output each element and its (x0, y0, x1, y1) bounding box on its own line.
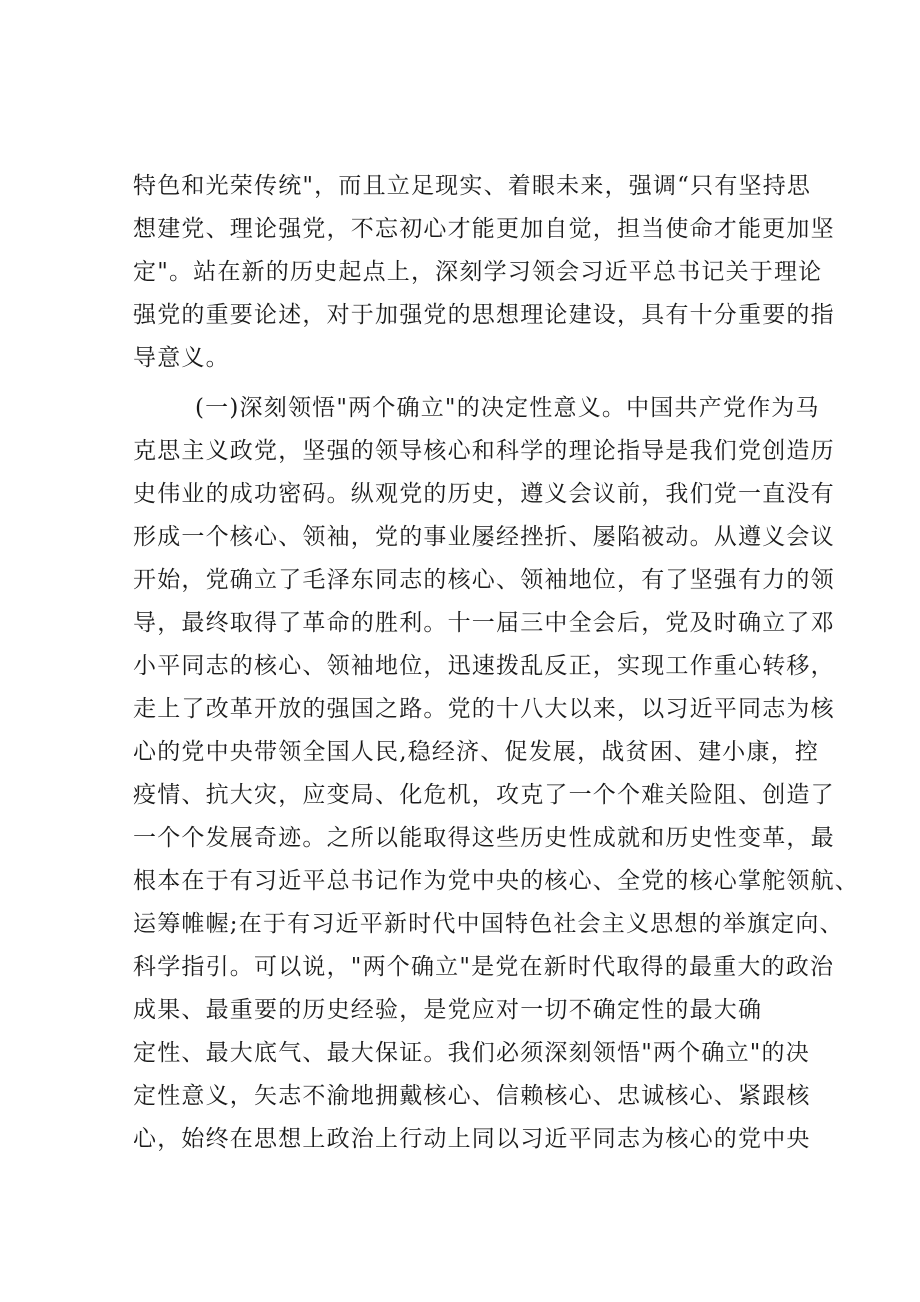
paragraph-2-line-17: 定性意义，矢志不渝地拥戴核心、信赖核心、忠诚核心、紧跟核 (133, 1083, 811, 1109)
paragraph-2-line-16: 定性、最大底气、最大保证。我们必须深刻领悟"两个确立"的决 (133, 1040, 810, 1066)
paragraph-2-line-8: 走上了改革开放的强国之路。党的十八大以来，以习近平同志为核 (133, 696, 835, 722)
paragraph-1-line-4: 强党的重要论述，对于加强党的思想理论建设，具有十分重要的指 (133, 302, 835, 328)
paragraph-2-line-1: (一)深刻领悟"两个确立"的决定性意义。中国共产党作为马 (195, 395, 820, 421)
paragraph-2-line-3: 史伟业的成功密码。纵观党的历史，遵义会议前，我们党一直没有 (133, 481, 835, 507)
paragraph-2-line-18: 心，始终在思想上政治上行动上同以习近平同志为核心的党中央 (133, 1126, 811, 1152)
paragraph-2-line-12: 根本在于有习近平总书记作为党中央的核心、全党的核心掌舵领航、 (133, 868, 859, 894)
paragraph-1-line-1: 特色和光荣传统"，而且立足现实、着眼未来，强调“只有坚持思 (133, 173, 812, 199)
paragraph-2-line-6: 导，最终取得了革命的胜利。十一届三中全会后，党及时确立了邓 (133, 610, 835, 636)
paragraph-2-line-9: 心的党中央带领全国人民,稳经济、促发展，战贫困、建小康，控 (133, 739, 820, 765)
paragraph-1-line-2: 想建党、理论强党，不忘初心才能更加自觉，担当使命才能更加坚 (133, 216, 835, 242)
paragraph-2-line-2: 克思主义政党，坚强的领导核心和科学的理论指导是我们党创造历 (133, 438, 835, 464)
paragraph-1-line-5: 导意义。 (133, 345, 230, 371)
paragraph-2-line-7: 小平同志的核心、领袖地位，迅速拨乱反正，实现工作重心转移， (133, 653, 835, 679)
paragraph-2-line-4: 形成一个核心、领袖，党的事业屡经挫折、屡陷被动。从遵义会议 (133, 524, 835, 550)
paragraph-2-line-5: 开始，党确立了毛泽东同志的核心、领袖地位，有了坚强有力的领 (133, 567, 835, 593)
paragraph-2-line-15: 成果、最重要的历史经验，是党应对一切不确定性的最大确 (133, 997, 763, 1023)
paragraph-2-line-10: 疫情、抗大灾，应变局、化危机，攻克了一个个难关险阻、创造了 (133, 782, 835, 808)
paragraph-1-line-3: 定"。站在新的历史起点上，深刻学习领会习近平总书记关于理论 (133, 259, 823, 285)
paragraph-2-line-14: 科学指引。可以说，"两个确立"是党在新时代取得的最重大的政治 (133, 954, 835, 980)
paragraph-2-line-11: 一个个发展奇迹。之所以能取得这些历史性成就和历史性变革，最 (133, 825, 835, 851)
paragraph-2-line-13: 运筹帷幄;在于有习近平新时代中国特色社会主义思想的举旗定向、 (133, 911, 844, 937)
